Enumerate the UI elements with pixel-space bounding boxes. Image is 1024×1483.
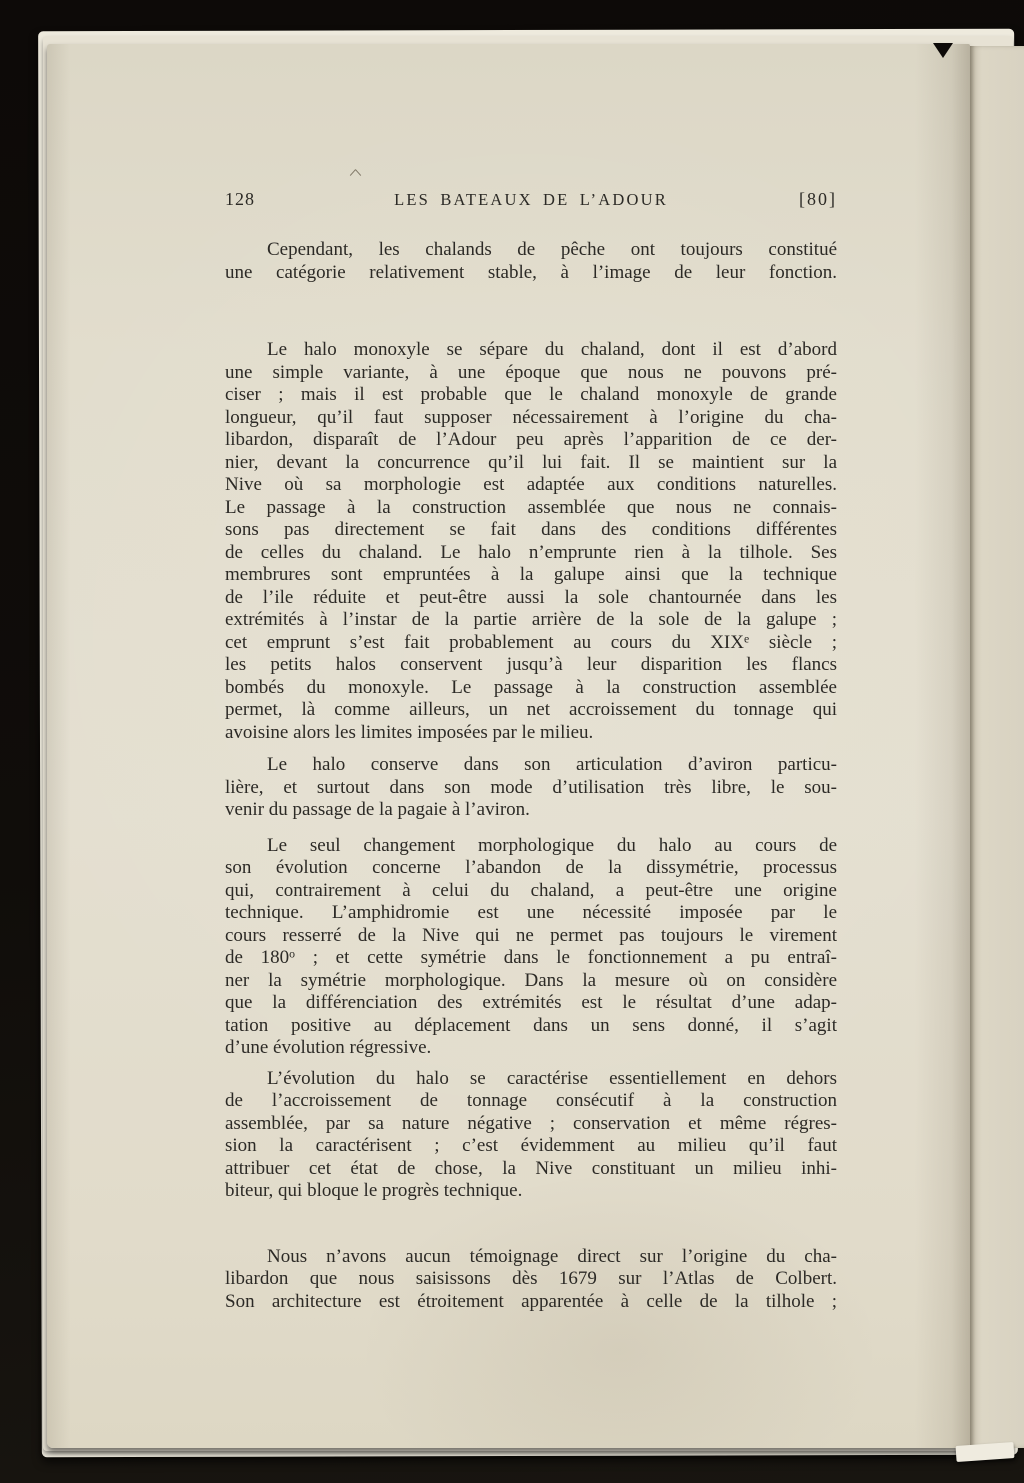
page-corner-notch xyxy=(933,43,953,58)
text-line: ner la symétrie morphologique. Dans la mesure où on considère xyxy=(225,969,837,991)
text-line: son évolution concerne l’abandon de la dissymétrie, processus xyxy=(225,857,837,878)
bracket-reference: [80] xyxy=(799,189,837,209)
text-line: les petits halos conservent jusqu’à leur disparition les flancs xyxy=(225,654,837,675)
paragraph xyxy=(225,339,837,744)
text-line: Le halo conserve dans son articulation d’aviron particu- xyxy=(267,754,837,775)
text-line: d’une évolution régressive. xyxy=(225,1037,432,1058)
next-page-edge xyxy=(970,46,1024,1448)
running-title: LES BATEAUX DE L’ADOUR xyxy=(394,190,668,209)
text-line: lière, et surtout dans son mode d’utilisation très libre, le sou- xyxy=(225,776,837,798)
text-line: membrures sont empruntées à la galupe ainsi que la technique xyxy=(225,564,837,585)
text-line: bombés du monoxyle. Le passage à la construction assemblée xyxy=(225,676,837,698)
text-line: que la différenciation des extrémités est le résultat d’une adap- xyxy=(225,992,837,1013)
text-line: attribuer cet état de chose, la Nive constituant un milieu inhi- xyxy=(225,1157,837,1179)
text-line: Nive où sa morphologie est adaptée aux conditions naturelles. xyxy=(225,474,837,495)
text-line: de celles du chaland. Le halo n’emprunte rien à la tilhole. Ses xyxy=(225,541,837,563)
text-line: libardon, disparaît de l’Adour peu après l’apparition de ce der- xyxy=(225,429,837,450)
text-line: sion la caractérisent ; c’est évidemment au milieu qu’il faut xyxy=(225,1135,837,1156)
text-line: Cependant, les chalands de pêche ont toujours constitué xyxy=(267,239,837,260)
text-line: Le passage à la construction assemblée que nous ne connais- xyxy=(225,496,837,518)
book-page xyxy=(47,44,970,1448)
text-line: sons pas directement se fait dans des conditions différentes xyxy=(225,519,837,540)
page-number: 128 xyxy=(225,189,255,209)
text-line: Le seul changement morphologique du halo au cours de xyxy=(267,834,837,856)
text-line: ciser ; mais il est probable que le chaland monoxyle de grande xyxy=(225,384,837,405)
text-line: assemblée, par sa nature négative ; conservation et même régres- xyxy=(225,1112,837,1134)
text-line: Nous n’avons aucun témoignage direct sur l’origine du cha- xyxy=(267,1245,837,1267)
paragraph xyxy=(225,1246,837,1314)
text-line: Le halo monoxyle se sépare du chaland, dont il est d’abord xyxy=(267,339,837,360)
text-line: de 180$^o$ ; et cette symétrie dans le fonctionnement a pu entraî- xyxy=(225,947,837,968)
text-line: tation positive au déplacement dans un sens donné, il s’agit xyxy=(225,1014,837,1036)
text-line: longueur, qu’il faut supposer nécessairement à l’origine du cha- xyxy=(225,406,837,428)
text-line: libardon que nous saisissons dès 1679 sur l’Atlas de Colbert. xyxy=(225,1268,837,1289)
page-content xyxy=(225,44,837,1313)
text-line: permet, là comme ailleurs, un net accroissement du tonnage qui xyxy=(225,699,837,720)
text-line: une simple variante, à une époque que nous ne pouvons pré- xyxy=(225,361,837,383)
text-line: qui, contrairement à celui du chaland, a peut-être une origine xyxy=(225,879,837,901)
text-line: L’évolution du halo se caractérise essentiellement en dehors xyxy=(267,1067,837,1089)
text-line: avoisine alors les limites imposées par le milieu. xyxy=(225,721,594,743)
text-line: de l’accroissement de tonnage consécutif à la construction xyxy=(225,1090,837,1111)
text-line: une catégorie relativement stable, à l’image de leur fonction. xyxy=(225,261,837,283)
paragraph xyxy=(225,239,837,284)
text-line: cours resserré de la Nive qui ne permet pas toujours le virement xyxy=(225,924,837,946)
text-body xyxy=(225,239,837,1313)
page-header xyxy=(225,188,837,211)
paragraph xyxy=(225,754,837,822)
text-line: extrémités à l’instar de la partie arrière de la sole de la galupe ; xyxy=(225,609,837,630)
paragraph xyxy=(225,1068,837,1203)
text-line: cet emprunt s’est fait probablement au cours du XIXe siècle ; xyxy=(225,631,837,653)
text-line: de l’ile réduite et peut-être aussi la sole chantournée dans les xyxy=(225,586,837,608)
text-line: Son architecture est étroitement apparentée à celle de la tilhole ; xyxy=(225,1290,837,1312)
bottom-page-edge xyxy=(956,1442,1015,1462)
text-line: technique. L’amphidromie est une nécessité imposée par le xyxy=(225,902,837,923)
text-line: venir du passage de la pagaie à l’aviron. xyxy=(225,799,530,820)
paragraph xyxy=(225,835,837,1060)
text-line: biteur, qui bloque le progrès technique. xyxy=(225,1180,523,1201)
text-line: nier, devant la concurrence qu’il lui fait. Il se maintient sur la xyxy=(225,451,837,473)
